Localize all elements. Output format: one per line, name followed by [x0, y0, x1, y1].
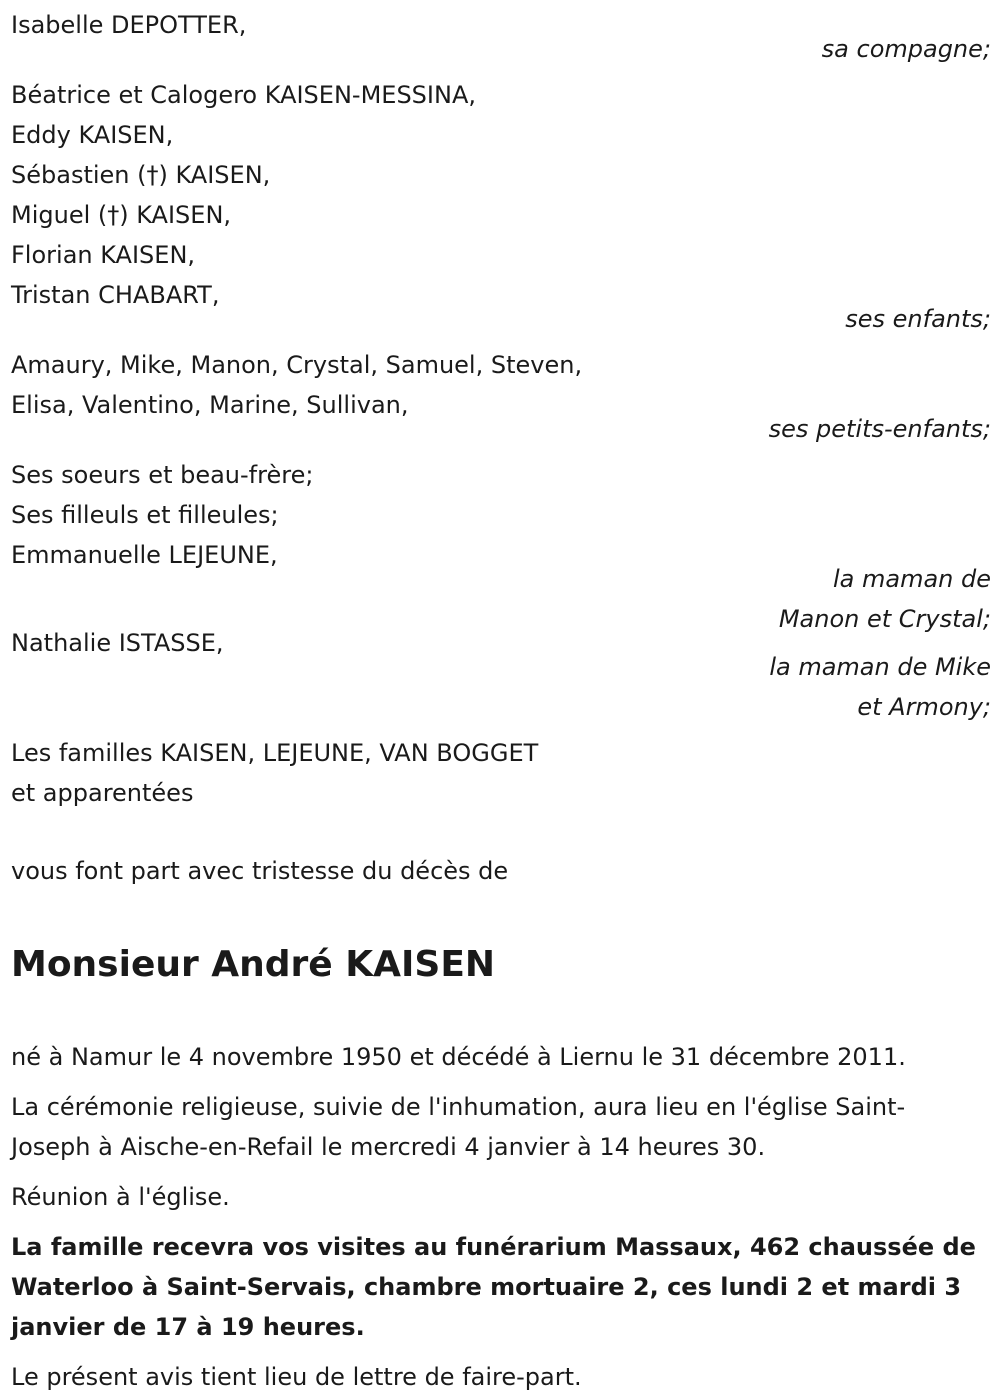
other-relative: Ses filleuls et filleules;: [11, 501, 279, 529]
announcement: vous font part avec tristesse du décès de: [11, 857, 509, 885]
visits-line: Waterloo à Saint-Servais, chambre mortuaire 2, ces lundi 2 et mardi 3: [11, 1273, 962, 1301]
child-name: Sébastien (†) KAISEN,: [11, 161, 271, 189]
child-name: Miguel (†) KAISEN,: [11, 201, 232, 229]
visits-line: La famille recevra vos visites au funérarium Massaux, 462 chaussée de: [11, 1233, 976, 1261]
grandchildren-line: Amaury, Mike, Manon, Crystal, Samuel, Steven,: [11, 351, 583, 379]
emmanuelle-role-line2: Manon et Crystal;: [778, 605, 991, 633]
children-role: ses enfants;: [845, 305, 991, 333]
child-name: Béatrice et Calogero KAISEN-MESSINA,: [11, 81, 476, 109]
emmanuelle-role-line1: la maman de: [832, 565, 991, 593]
child-name: Eddy KAISEN,: [11, 121, 174, 149]
reunion-line: Réunion à l'église.: [11, 1183, 230, 1211]
other-relative: Ses soeurs et beau-frère;: [11, 461, 314, 489]
ceremony-line: La cérémonie religieuse, suivie de l'inhumation, aura lieu en l'église Saint-: [11, 1093, 906, 1121]
child-name: Tristan CHABART,: [11, 281, 220, 309]
nathalie-name: Nathalie ISTASSE,: [11, 629, 224, 657]
birth-death-line: né à Namur le 4 novembre 1950 et décédé à Liernu le 31 décembre 2011.: [11, 1043, 906, 1071]
obituary-notice: [11, 5, 991, 1397]
grandchildren-line: Elisa, Valentino, Marine, Sullivan,: [11, 391, 409, 419]
partner-role: sa compagne;: [821, 35, 991, 63]
partner-name: Isabelle DEPOTTER,: [11, 11, 247, 39]
grandchildren-role: ses petits-enfants;: [768, 415, 991, 443]
deceased-name: Monsieur André KAISEN: [11, 944, 496, 985]
closing-line: Le présent avis tient lieu de lettre de faire-part.: [11, 1363, 582, 1391]
other-relative: Emmanuelle LEJEUNE,: [11, 541, 278, 569]
families-line: et apparentées: [11, 779, 194, 807]
nathalie-role-line2: et Armony;: [857, 693, 991, 721]
families-line: Les familles KAISEN, LEJEUNE, VAN BOGGET: [11, 739, 539, 767]
child-name: Florian KAISEN,: [11, 241, 196, 269]
nathalie-role-line1: la maman de Mike: [769, 653, 991, 681]
visits-line: janvier de 17 à 19 heures.: [11, 1313, 365, 1341]
ceremony-line: Joseph à Aische-en-Refail le mercredi 4 janvier à 14 heures 30.: [11, 1133, 766, 1161]
